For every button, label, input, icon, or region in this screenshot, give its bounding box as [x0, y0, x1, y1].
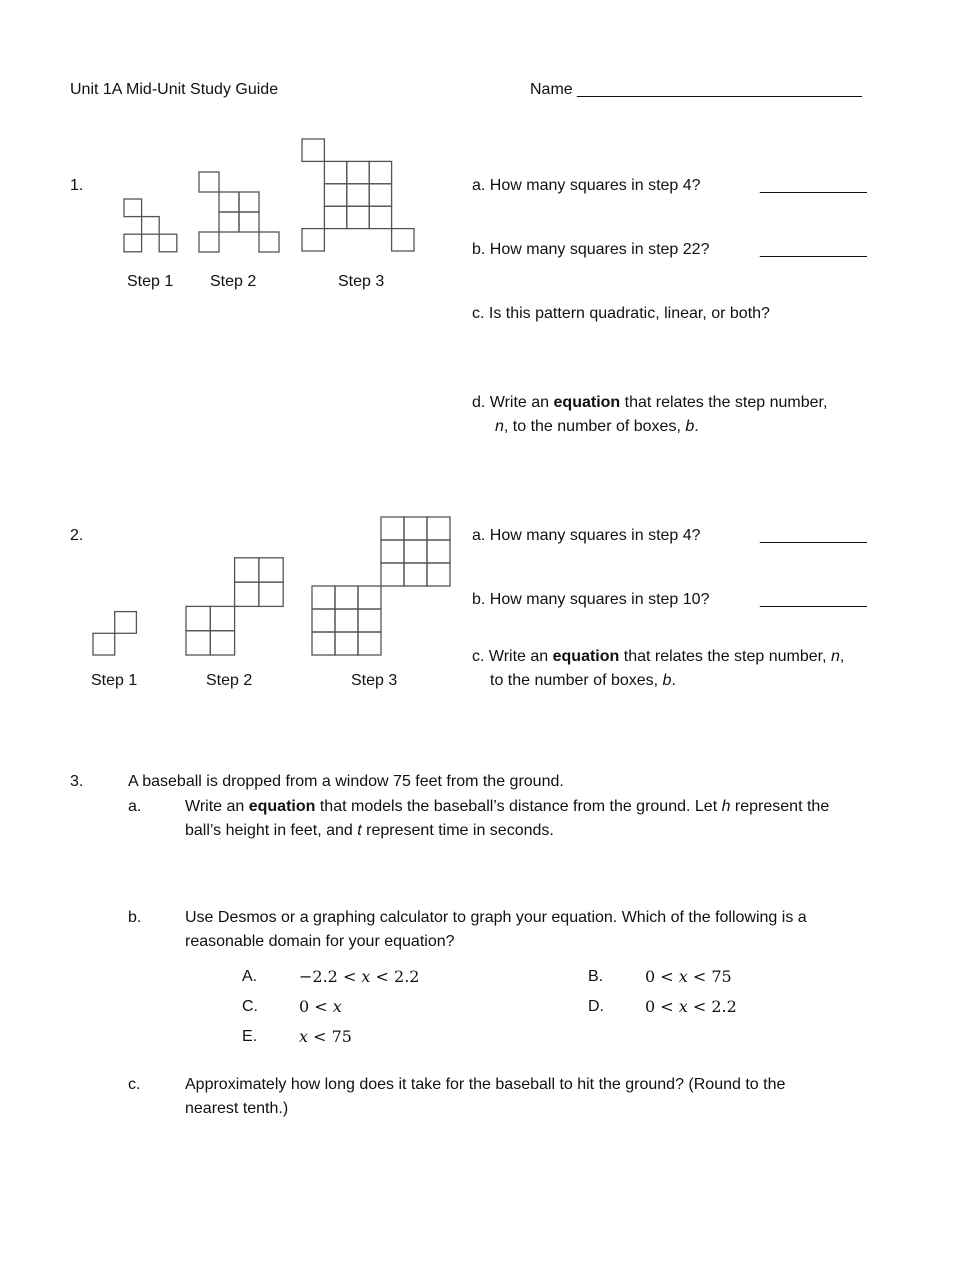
q1-step3-square: [347, 206, 369, 228]
q2-step3-label: Step 3: [351, 672, 398, 689]
q3-stem: A baseball is dropped from a window 75 feet from the ground.: [128, 773, 564, 790]
q1-step2-label: Step 2: [210, 273, 257, 290]
q1-step3-square: [369, 206, 391, 228]
q2-step3-square: [335, 586, 358, 609]
q3a-text: Write an equation that models the baseball’s distance from the ground. Let h represent the: [185, 798, 830, 815]
q1-step3-label: Step 3: [338, 273, 385, 290]
q2-step2-square: [235, 558, 259, 582]
q2-step3-square: [312, 609, 335, 632]
q2a-text: a. How many squares in step 4?: [472, 527, 701, 544]
option-e-letter[interactable]: E.: [242, 1028, 258, 1045]
q2-step3-square: [404, 540, 427, 563]
q2-step3-square: [335, 632, 358, 655]
q1-step2-square: [219, 192, 239, 212]
q2-step3-square: [427, 540, 450, 563]
q1-number: 1.: [70, 177, 84, 194]
q1-step3-square: [302, 229, 324, 251]
q1-step3-square: [369, 161, 391, 183]
q1d-text: d. Write an equation that relates the step number,: [472, 394, 828, 411]
q2-step3-square: [358, 609, 381, 632]
q2-step2-square: [186, 606, 210, 630]
q2-step3-square: [404, 517, 427, 540]
q3-number: 3.: [70, 773, 84, 790]
option-e-expr[interactable]: 𝑥 < 75: [299, 1027, 352, 1046]
option-a-expr[interactable]: −2.2 < 𝑥 < 2.2: [299, 967, 420, 986]
q3b-text: Use Desmos or a graphing calculator to graph your equation. Which of the following is a: [185, 909, 807, 926]
q3c-label: c.: [128, 1076, 141, 1093]
q3b-label: b.: [128, 909, 142, 926]
q2-step2-square: [259, 558, 283, 582]
q2-step2-square: [259, 582, 283, 606]
q1-step1-square: [142, 217, 160, 235]
q1-step1-square: [124, 234, 142, 252]
q2c-text: c. Write an equation that relates the step number, n,: [472, 648, 845, 665]
q2c-text-line2: to the number of boxes, b.: [490, 672, 676, 689]
q1c-text: c. Is this pattern quadratic, linear, or both?: [472, 305, 770, 322]
q2-step2-label: Step 2: [206, 672, 253, 689]
q1-step2-square: [199, 172, 219, 192]
q2-step1-square: [93, 633, 115, 655]
q2-step3-square: [381, 563, 404, 586]
q2-step3-square: [335, 609, 358, 632]
q3b-text-line2: reasonable domain for your equation?: [185, 933, 455, 950]
q3c-text-line2: nearest tenth.): [185, 1100, 289, 1117]
q2-step3-square: [427, 517, 450, 540]
q1-step1-square: [159, 234, 177, 252]
q1-step3-square: [324, 184, 346, 206]
q1-step2-square: [239, 212, 259, 232]
option-b-expr[interactable]: 0 < 𝑥 < 75: [645, 967, 732, 986]
q2-step2-square: [235, 582, 259, 606]
q1-step2-square: [259, 232, 279, 252]
q1d-text-line2: n, to the number of boxes, b.: [495, 418, 699, 435]
q2-step3-square: [312, 586, 335, 609]
q1-step1-square: [124, 199, 142, 217]
q2-step3-square: [358, 632, 381, 655]
q2-step3-square: [404, 563, 427, 586]
q2-step3-square: [381, 540, 404, 563]
option-a-letter[interactable]: A.: [242, 968, 258, 985]
q1-step3-square: [392, 229, 414, 251]
q1-step2-square: [239, 192, 259, 212]
q1a-answer-blank[interactable]: ____________: [760, 177, 867, 194]
q2-step2-square: [186, 631, 210, 655]
q2-step1-label: Step 1: [91, 672, 138, 689]
q1-step3-square: [347, 184, 369, 206]
q2-number: 2.: [70, 527, 84, 544]
q1b-answer-blank[interactable]: ____________: [760, 241, 867, 258]
page-title: Unit 1A Mid-Unit Study Guide: [70, 81, 279, 98]
q1-step2-square: [199, 232, 219, 252]
q2a-answer-blank[interactable]: ____________: [760, 527, 867, 544]
q3c-text: Approximately how long does it take for the baseball to hit the ground? (Round to the: [185, 1076, 786, 1093]
q2-step1-square: [115, 612, 137, 634]
q2-step2-square: [210, 606, 234, 630]
q3a-label: a.: [128, 798, 142, 815]
q1-step3-square: [324, 161, 346, 183]
q2-step3-square: [312, 632, 335, 655]
name-field[interactable]: Name ________________________________: [530, 81, 862, 98]
option-d-expr[interactable]: 0 < 𝑥 < 2.2: [645, 997, 737, 1016]
q2-step3-square: [381, 517, 404, 540]
q2-step2-square: [210, 631, 234, 655]
option-c-letter[interactable]: C.: [242, 998, 258, 1015]
q2b-text: b. How many squares in step 10?: [472, 591, 710, 608]
q3a-text-line2: ball’s height in feet, and t represent time in seconds.: [185, 822, 554, 839]
q1-step3-square: [347, 161, 369, 183]
q2-step3-square: [358, 586, 381, 609]
q1b-text: b. How many squares in step 22?: [472, 241, 710, 258]
option-c-expr[interactable]: 0 < 𝑥: [299, 997, 342, 1016]
q1a-text: a. How many squares in step 4?: [472, 177, 701, 194]
option-d-letter[interactable]: D.: [588, 998, 604, 1015]
option-b-letter[interactable]: B.: [588, 968, 604, 985]
q1-step3-square: [302, 139, 324, 161]
q1-step3-square: [324, 206, 346, 228]
q1-step2-square: [219, 212, 239, 232]
q2-step3-square: [427, 563, 450, 586]
q1-step3-square: [369, 184, 391, 206]
q1-step1-label: Step 1: [127, 273, 174, 290]
q2b-answer-blank[interactable]: ____________: [760, 591, 867, 608]
